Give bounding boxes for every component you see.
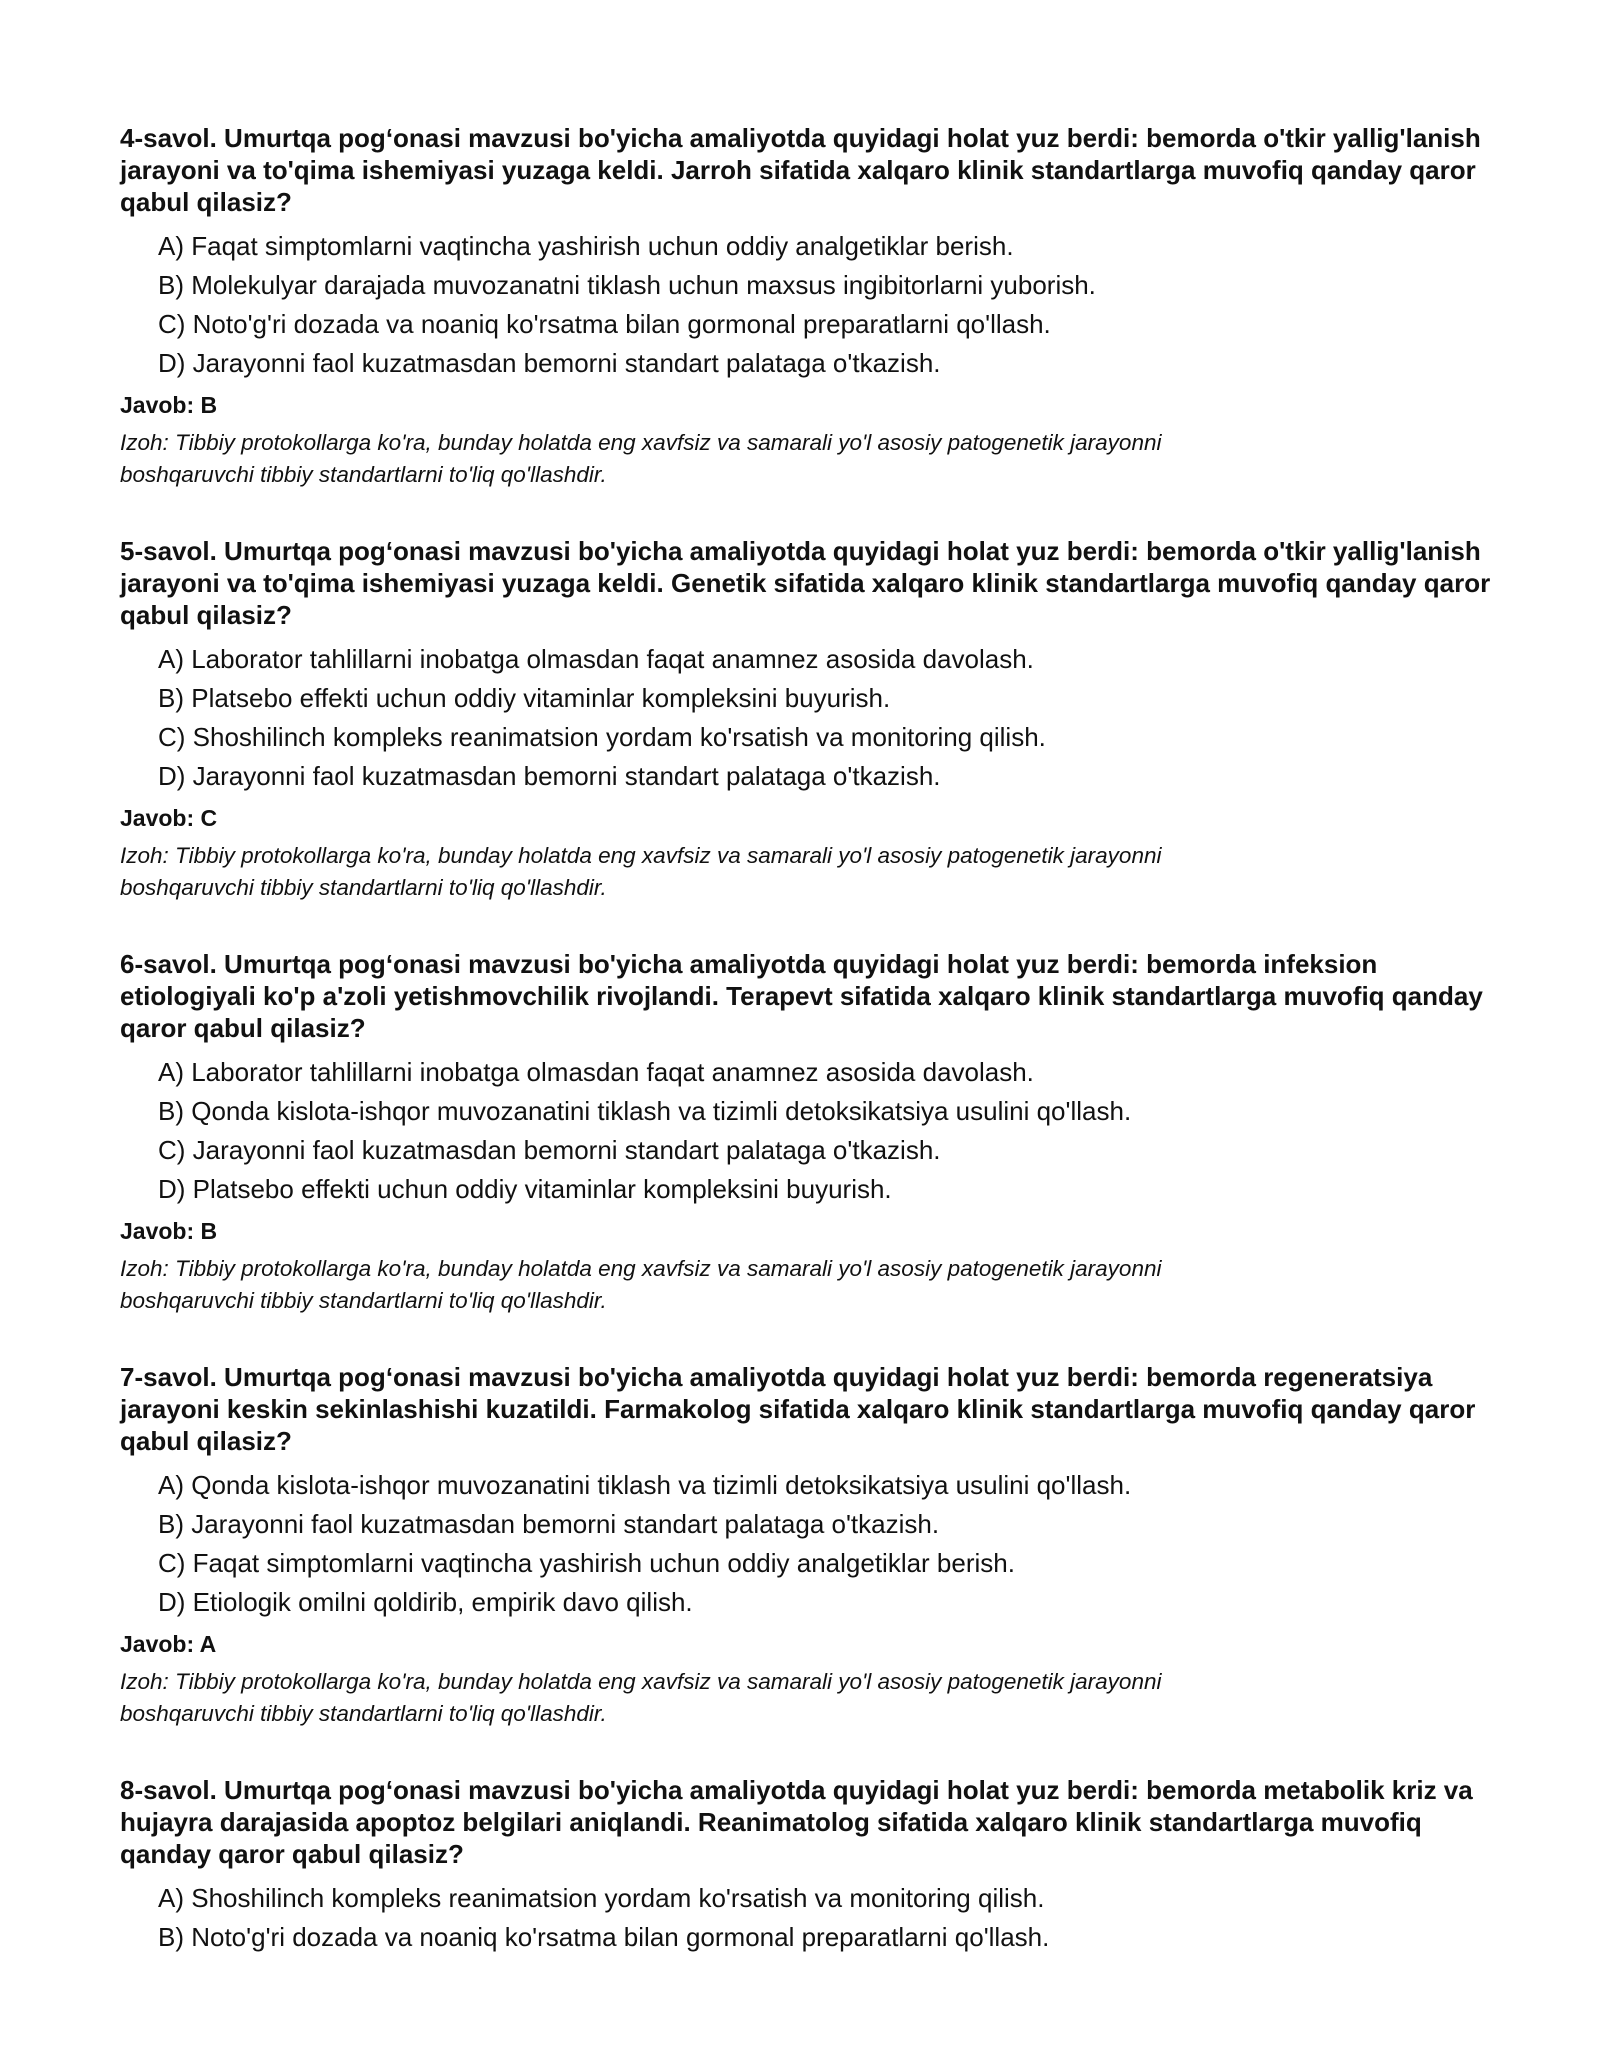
question-title: 8-savol. Umurtqa pog‘onasi mavzusi bo'yicha amaliyotda quyidagi holat yuz berdi: bemorda metabolik kriz va hujayra darajasida apoptoz belgilari aniqlandi. Reanimatolog sifatida xalqaro klinik standartlarga muvofiq qanday qaror qabul qilasiz? (120, 1775, 1473, 1869)
question-title: 6-savol. Umurtqa pog‘onasi mavzusi bo'yicha amaliyotda quyidagi holat yuz berdi: bemorda infeksion etiologiyali ko'p a'zoli yetishmovchilik rivojlandi. Terapevt sifatida xalqaro klinik standartlarga muvofiq qanday qaror qabul qilasiz? (120, 949, 1483, 1043)
answer-label: Javob: B (120, 392, 218, 418)
option-item: C) Jarayonni faol kuzatmasdan bemorni standart palataga o'tkazish. (158, 1135, 941, 1165)
explanation-line: boshqaruvchi tibbiy standartlarni to'liq qo'llashdir. (120, 1701, 607, 1726)
question-block (120, 122, 1500, 491)
question-title: 4-savol. Umurtqa pog‘onasi mavzusi bo'yicha amaliyotda quyidagi holat yuz berdi: bemorda o'tkir yallig'lanish jarayoni va to'qima ishemiyasi yuzaga keldi. Jarroh sifatida xalqaro klinik standartlarga muvofiq qanday qaror qabul qilasiz? (120, 123, 1481, 217)
question-block (120, 948, 1500, 1317)
option-item: A) Faqat simptomlarni vaqtincha yashirish uchun oddiy analgetiklar berish. (158, 231, 1014, 261)
option-item: A) Shoshilinch kompleks reanimatsion yordam ko'rsatish va monitoring qilish. (158, 1883, 1045, 1913)
option-item: C) Shoshilinch kompleks reanimatsion yordam ko'rsatish va monitoring qilish. (158, 722, 1046, 752)
option-item: B) Platsebo effekti uchun oddiy vitaminlar kompleksini buyurish. (158, 683, 891, 713)
document-page (120, 122, 1500, 2001)
question-block (120, 535, 1500, 904)
explanation-line: boshqaruvchi tibbiy standartlarni to'liq qo'llashdir. (120, 1288, 607, 1313)
option-item: A) Laborator tahlillarni inobatga olmasdan faqat anamnez asosida davolash. (158, 644, 1034, 674)
option-item: B) Qonda kislota-ishqor muvozanatini tiklash va tizimli detoksikatsiya usulini qo'llash. (158, 1096, 1132, 1126)
option-item: A) Qonda kislota-ishqor muvozanatini tiklash va tizimli detoksikatsiya usulini qo'llash. (158, 1470, 1132, 1500)
question-block (120, 1774, 1500, 1957)
options-list (120, 1053, 1500, 1209)
option-item: B) Noto'g'ri dozada va noaniq ko'rsatma bilan gormonal preparatlarni qo'llash. (158, 1922, 1050, 1952)
explanation-note (120, 840, 1500, 904)
option-item: D) Jarayonni faol kuzatmasdan bemorni standart palataga o'tkazish. (158, 348, 941, 378)
option-item: C) Noto'g'ri dozada va noaniq ko'rsatma bilan gormonal preparatlarni qo'llash. (158, 309, 1051, 339)
option-item: D) Etiologik omilni qoldirib, empirik davo qilish. (158, 1587, 693, 1617)
question-title: 7-savol. Umurtqa pog‘onasi mavzusi bo'yicha amaliyotda quyidagi holat yuz berdi: bemorda regeneratsiya jarayoni keskin sekinlashishi kuzatildi. Farmakolog sifatida xalqaro klinik standartlarga muvofiq qanday qaror qabul qilasiz? (120, 1362, 1476, 1456)
answer-label: Javob: A (120, 1631, 217, 1657)
question-title: 5-savol. Umurtqa pog‘onasi mavzusi bo'yicha amaliyotda quyidagi holat yuz berdi: bemorda o'tkir yallig'lanish jarayoni va to'qima ishemiyasi yuzaga keldi. Genetik sifatida xalqaro klinik standartlarga muvofiq qanday qaror qabul qilasiz? (120, 536, 1491, 630)
explanation-line: Izoh: Tibbiy protokollarga ko'ra, bunday holatda eng xavfsiz va samarali yo'l asosiy patogenetik jarayonni (120, 843, 1162, 868)
explanation-line: boshqaruvchi tibbiy standartlarni to'liq qo'llashdir. (120, 875, 607, 900)
answer-label: Javob: B (120, 1218, 218, 1244)
explanation-note (120, 1253, 1500, 1317)
explanation-line: Izoh: Tibbiy protokollarga ko'ra, bunday holatda eng xavfsiz va samarali yo'l asosiy patogenetik jarayonni (120, 1256, 1162, 1281)
option-item: D) Jarayonni faol kuzatmasdan bemorni standart palataga o'tkazish. (158, 761, 941, 791)
option-item: C) Faqat simptomlarni vaqtincha yashirish uchun oddiy analgetiklar berish. (158, 1548, 1015, 1578)
options-list (120, 227, 1500, 383)
option-item: B) Jarayonni faol kuzatmasdan bemorni standart palataga o'tkazish. (158, 1509, 940, 1539)
options-list (120, 1466, 1500, 1622)
explanation-note (120, 427, 1500, 491)
explanation-line: Izoh: Tibbiy protokollarga ko'ra, bunday holatda eng xavfsiz va samarali yo'l asosiy patogenetik jarayonni (120, 430, 1162, 455)
explanation-line: boshqaruvchi tibbiy standartlarni to'liq qo'llashdir. (120, 462, 607, 487)
options-list (120, 1879, 1500, 1957)
option-item: A) Laborator tahlillarni inobatga olmasdan faqat anamnez asosida davolash. (158, 1057, 1034, 1087)
option-item: B) Molekulyar darajada muvozanatni tiklash uchun maxsus ingibitorlarni yuborish. (158, 270, 1096, 300)
question-block (120, 1361, 1500, 1730)
options-list (120, 640, 1500, 796)
option-item: D) Platsebo effekti uchun oddiy vitaminlar kompleksini buyurish. (158, 1174, 892, 1204)
explanation-note (120, 1666, 1500, 1730)
answer-label: Javob: C (120, 805, 218, 831)
explanation-line: Izoh: Tibbiy protokollarga ko'ra, bunday holatda eng xavfsiz va samarali yo'l asosiy patogenetik jarayonni (120, 1669, 1162, 1694)
